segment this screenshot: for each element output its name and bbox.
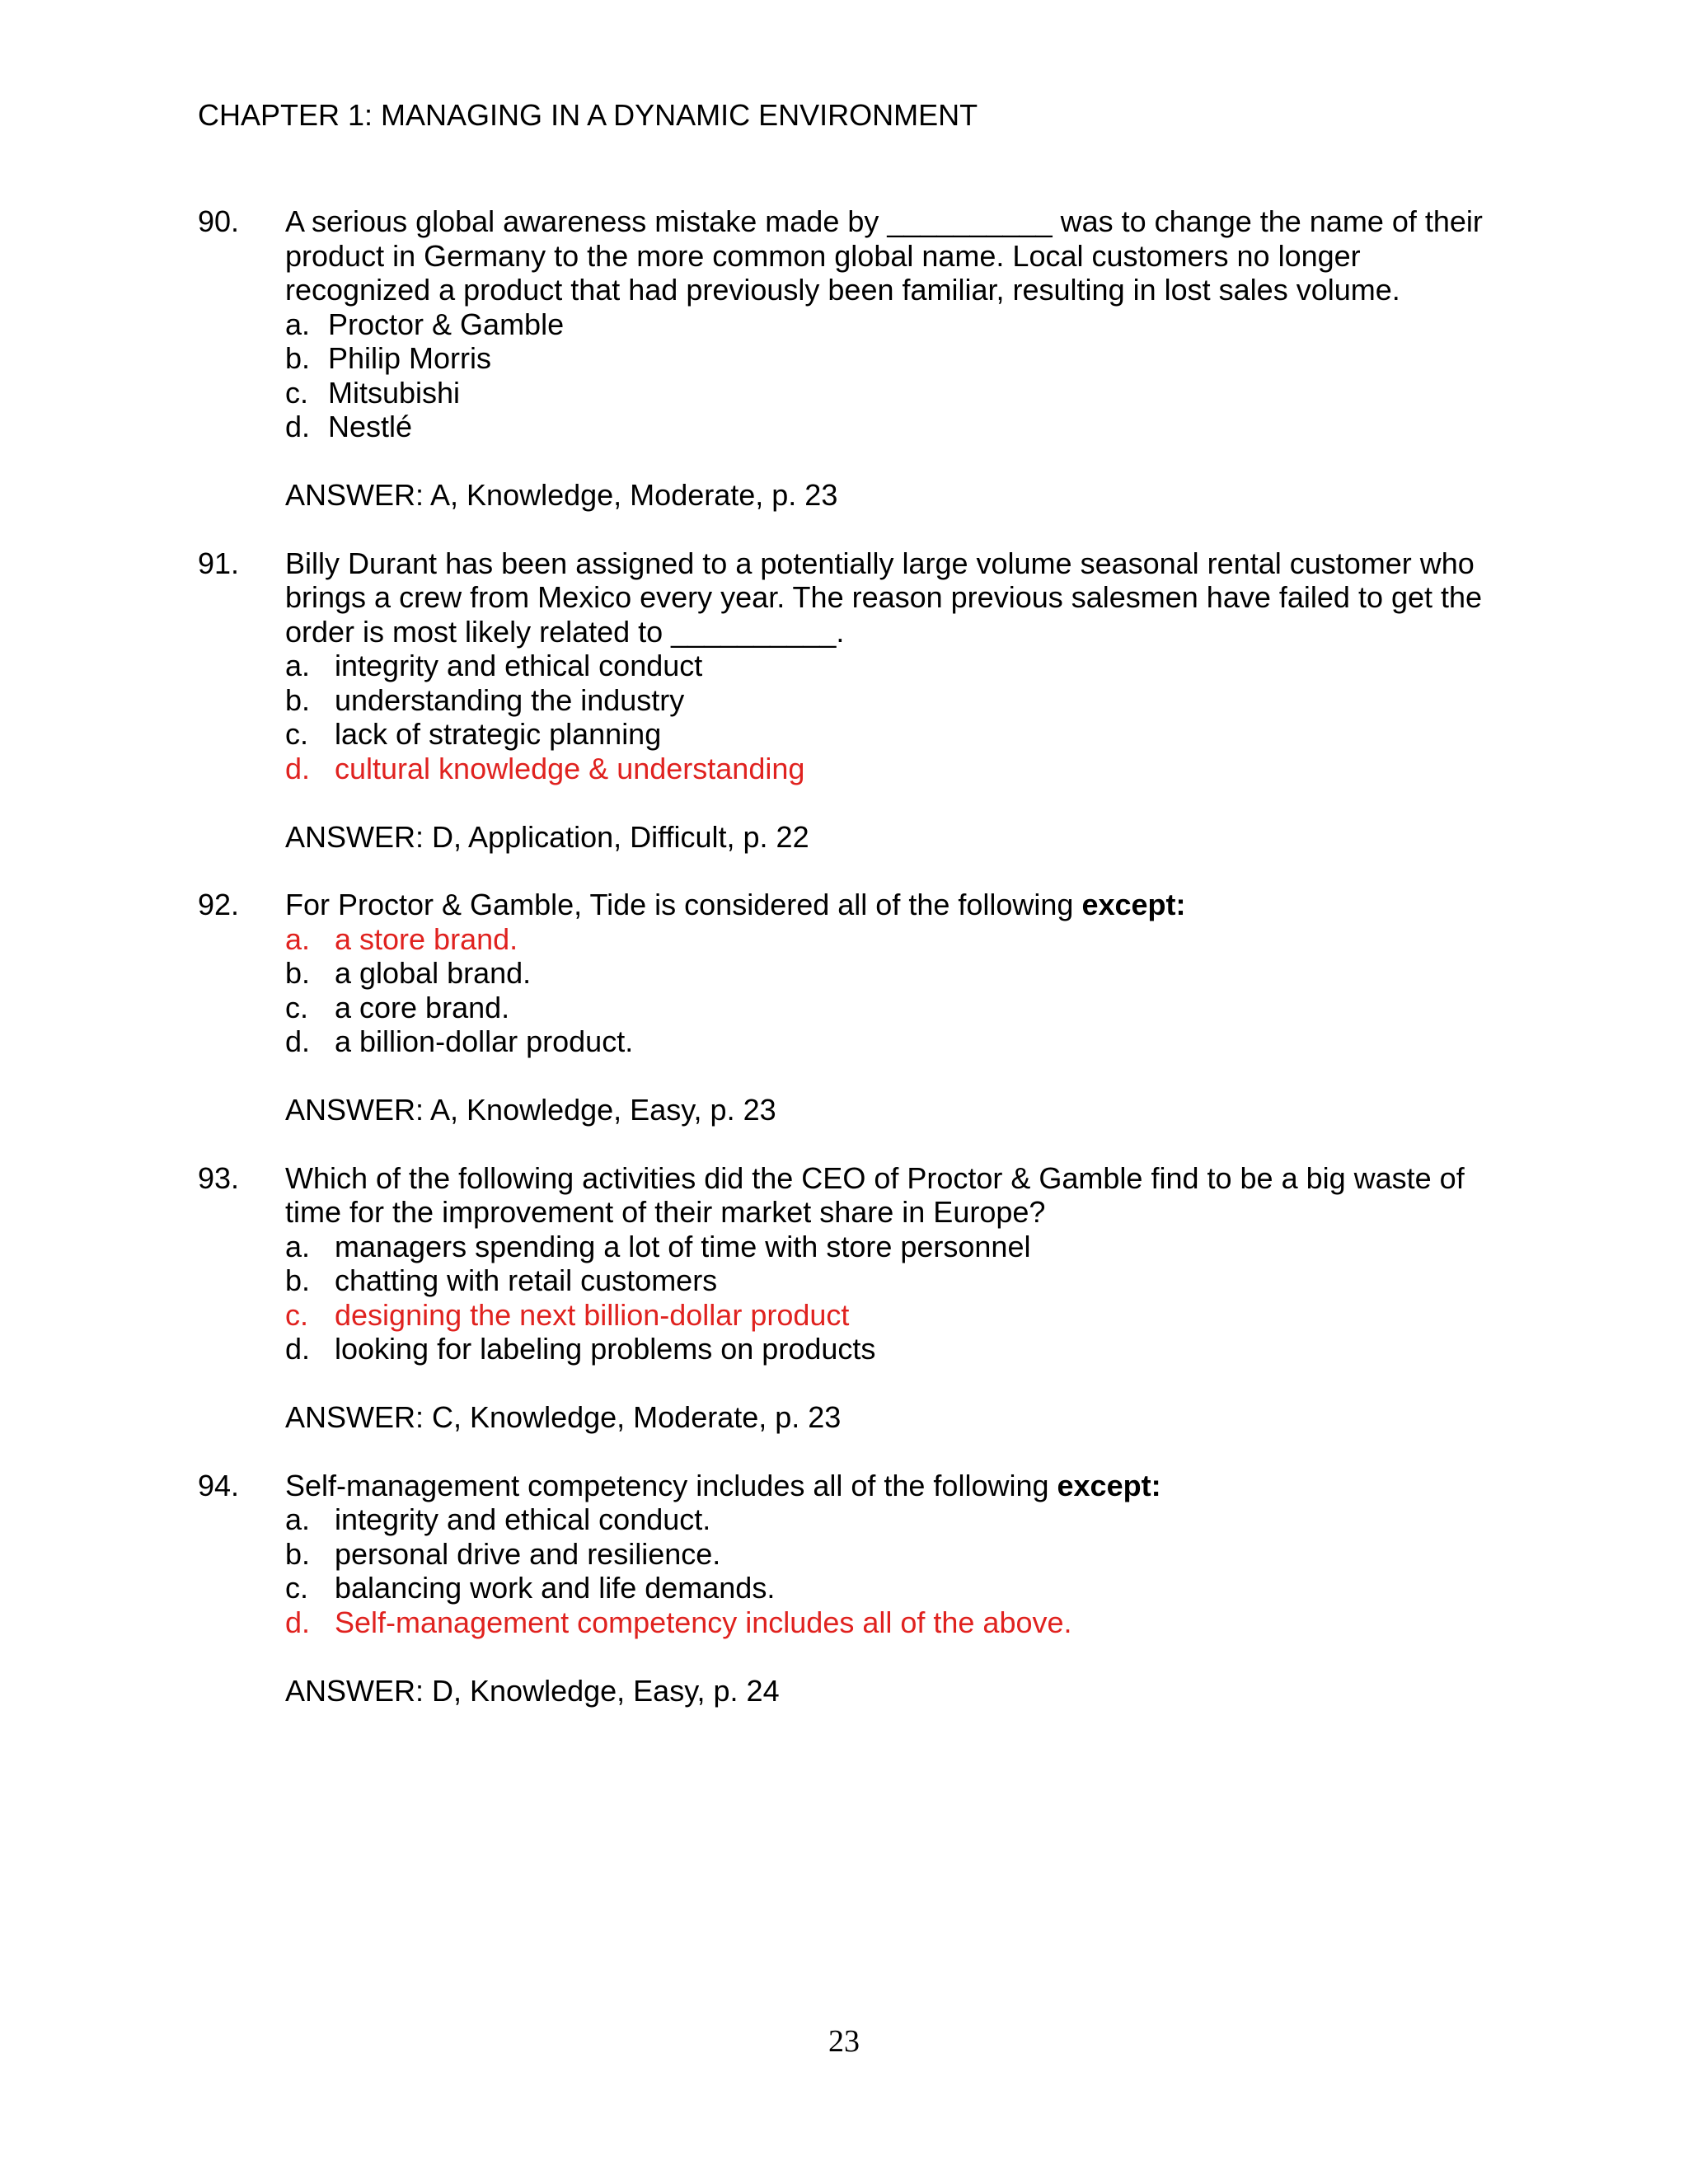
question-stem-emphasis: except:: [1057, 1468, 1161, 1502]
option-letter: a.: [285, 307, 311, 341]
question-94: [198, 1469, 1484, 1708]
option-letter: b.: [285, 1536, 311, 1571]
question-list: [198, 204, 1484, 1741]
option-text: a core brand.: [335, 990, 510, 1024]
option-text: Proctor & Gamble: [328, 307, 565, 341]
option-text: Self-management competency includes all of the above.: [335, 1605, 1072, 1639]
option-a: [285, 1230, 1484, 1264]
option-b: [285, 1537, 1484, 1572]
option-letter: a.: [285, 1502, 311, 1536]
option-list: [285, 922, 1484, 1059]
option-letter: b.: [285, 1263, 311, 1297]
question-92: [198, 888, 1484, 1127]
option-a: [285, 1502, 1484, 1537]
answer-key: ANSWER: A, Knowledge, Easy, p. 23: [285, 1093, 776, 1127]
option-text: a global brand.: [335, 956, 532, 990]
option-text: a billion-dollar product.: [335, 1024, 634, 1058]
question-stem-emphasis: except:: [1081, 888, 1186, 921]
option-c: [285, 1571, 1484, 1605]
question-number: 91.: [198, 546, 240, 580]
option-d-correct: [285, 1605, 1484, 1640]
option-list: [285, 1230, 1484, 1366]
option-letter: b.: [285, 341, 311, 375]
question-stem: [285, 888, 1484, 922]
question-stem-text: A serious global awareness mistake made by __________ was to change the name of their product in Germany to the more common global name. Local customers no longer recognized a product that had previously been familiar, resulting in lost sales volume.: [285, 204, 1483, 307]
option-text: Mitsubishi: [328, 375, 461, 410]
option-letter: b.: [285, 956, 311, 990]
option-letter: d.: [285, 1605, 311, 1639]
option-letter: c.: [285, 1571, 309, 1605]
option-d: [285, 410, 1484, 444]
question-stem-text: Billy Durant has been assigned to a potentially large volume seasonal rental customer who brings a crew from Mexico every year. The reason previous salesmen have failed to get the order is most likely related to __________.: [285, 546, 1483, 649]
option-b: [285, 683, 1484, 718]
option-letter: b.: [285, 682, 311, 717]
option-text: lack of strategic planning: [335, 717, 662, 751]
question-stem: [285, 204, 1484, 307]
answer-key: ANSWER: D, Knowledge, Easy, p. 24: [285, 1673, 780, 1708]
question-stem: [285, 1161, 1484, 1230]
question-stem-text: Which of the following activities did the CEO of Proctor & Gamble find to be a big waste of time for the improvement of their market share in Europe?: [285, 1160, 1465, 1229]
option-c-correct: [285, 1298, 1484, 1333]
question-stem-text: Self-management competency includes all of the following: [285, 1468, 1057, 1502]
answer-key: ANSWER: D, Application, Difficult, p. 22: [285, 819, 809, 854]
option-text: designing the next billion-dollar product: [335, 1297, 850, 1332]
chapter-title: CHAPTER 1: MANAGING IN A DYNAMIC ENVIRONMENT: [198, 98, 978, 132]
option-a: [285, 649, 1484, 683]
option-letter: d.: [285, 1332, 311, 1366]
option-letter: c.: [285, 375, 309, 410]
option-text: looking for labeling problems on products: [335, 1332, 876, 1366]
option-d: [285, 1024, 1484, 1059]
option-letter: c.: [285, 717, 309, 751]
question-91: [198, 546, 1484, 855]
option-text: Philip Morris: [328, 341, 492, 375]
option-text: understanding the industry: [335, 682, 685, 717]
option-letter: d.: [285, 1024, 311, 1058]
option-list: [285, 649, 1484, 785]
option-letter: d.: [285, 410, 311, 443]
answer-key: ANSWER: A, Knowledge, Moderate, p. 23: [285, 478, 838, 512]
option-text: integrity and ethical conduct.: [335, 1502, 711, 1536]
question-stem: [285, 546, 1484, 649]
option-letter: a.: [285, 1229, 311, 1263]
option-c: [285, 717, 1484, 752]
option-text: a store brand.: [335, 921, 518, 956]
question-number: 92.: [198, 888, 240, 921]
page-number: 23: [828, 2024, 860, 2059]
option-b: [285, 1263, 1484, 1298]
option-d: [285, 1332, 1484, 1366]
question-number: 93.: [198, 1160, 240, 1195]
question-number: 90.: [198, 204, 240, 238]
question-stem: [285, 1469, 1484, 1503]
option-text: balancing work and life demands.: [335, 1571, 776, 1605]
option-a: [285, 307, 1484, 342]
option-text: Nestlé: [328, 410, 413, 443]
question-93: [198, 1161, 1484, 1435]
option-letter: d.: [285, 751, 311, 785]
option-text: managers spending a lot of time with store personnel: [335, 1229, 1031, 1263]
option-text: cultural knowledge & understanding: [335, 751, 805, 785]
option-text: integrity and ethical conduct: [335, 649, 703, 682]
question-stem-text: For Proctor & Gamble, Tide is considered all of the following: [285, 888, 1082, 921]
option-letter: a.: [285, 921, 311, 956]
option-c: [285, 991, 1484, 1025]
option-letter: c.: [285, 990, 309, 1024]
option-letter: c.: [285, 1297, 309, 1332]
option-text: chatting with retail customers: [335, 1263, 718, 1297]
option-c: [285, 376, 1484, 410]
option-b: [285, 341, 1484, 376]
question-number: 94.: [198, 1468, 240, 1502]
option-d-correct: [285, 752, 1484, 786]
option-list: [285, 307, 1484, 444]
option-text: personal drive and resilience.: [335, 1536, 721, 1571]
question-90: [198, 204, 1484, 513]
option-b: [285, 956, 1484, 991]
option-letter: a.: [285, 649, 311, 682]
option-a-correct: [285, 922, 1484, 957]
option-list: [285, 1502, 1484, 1639]
answer-key: ANSWER: C, Knowledge, Moderate, p. 23: [285, 1400, 842, 1434]
